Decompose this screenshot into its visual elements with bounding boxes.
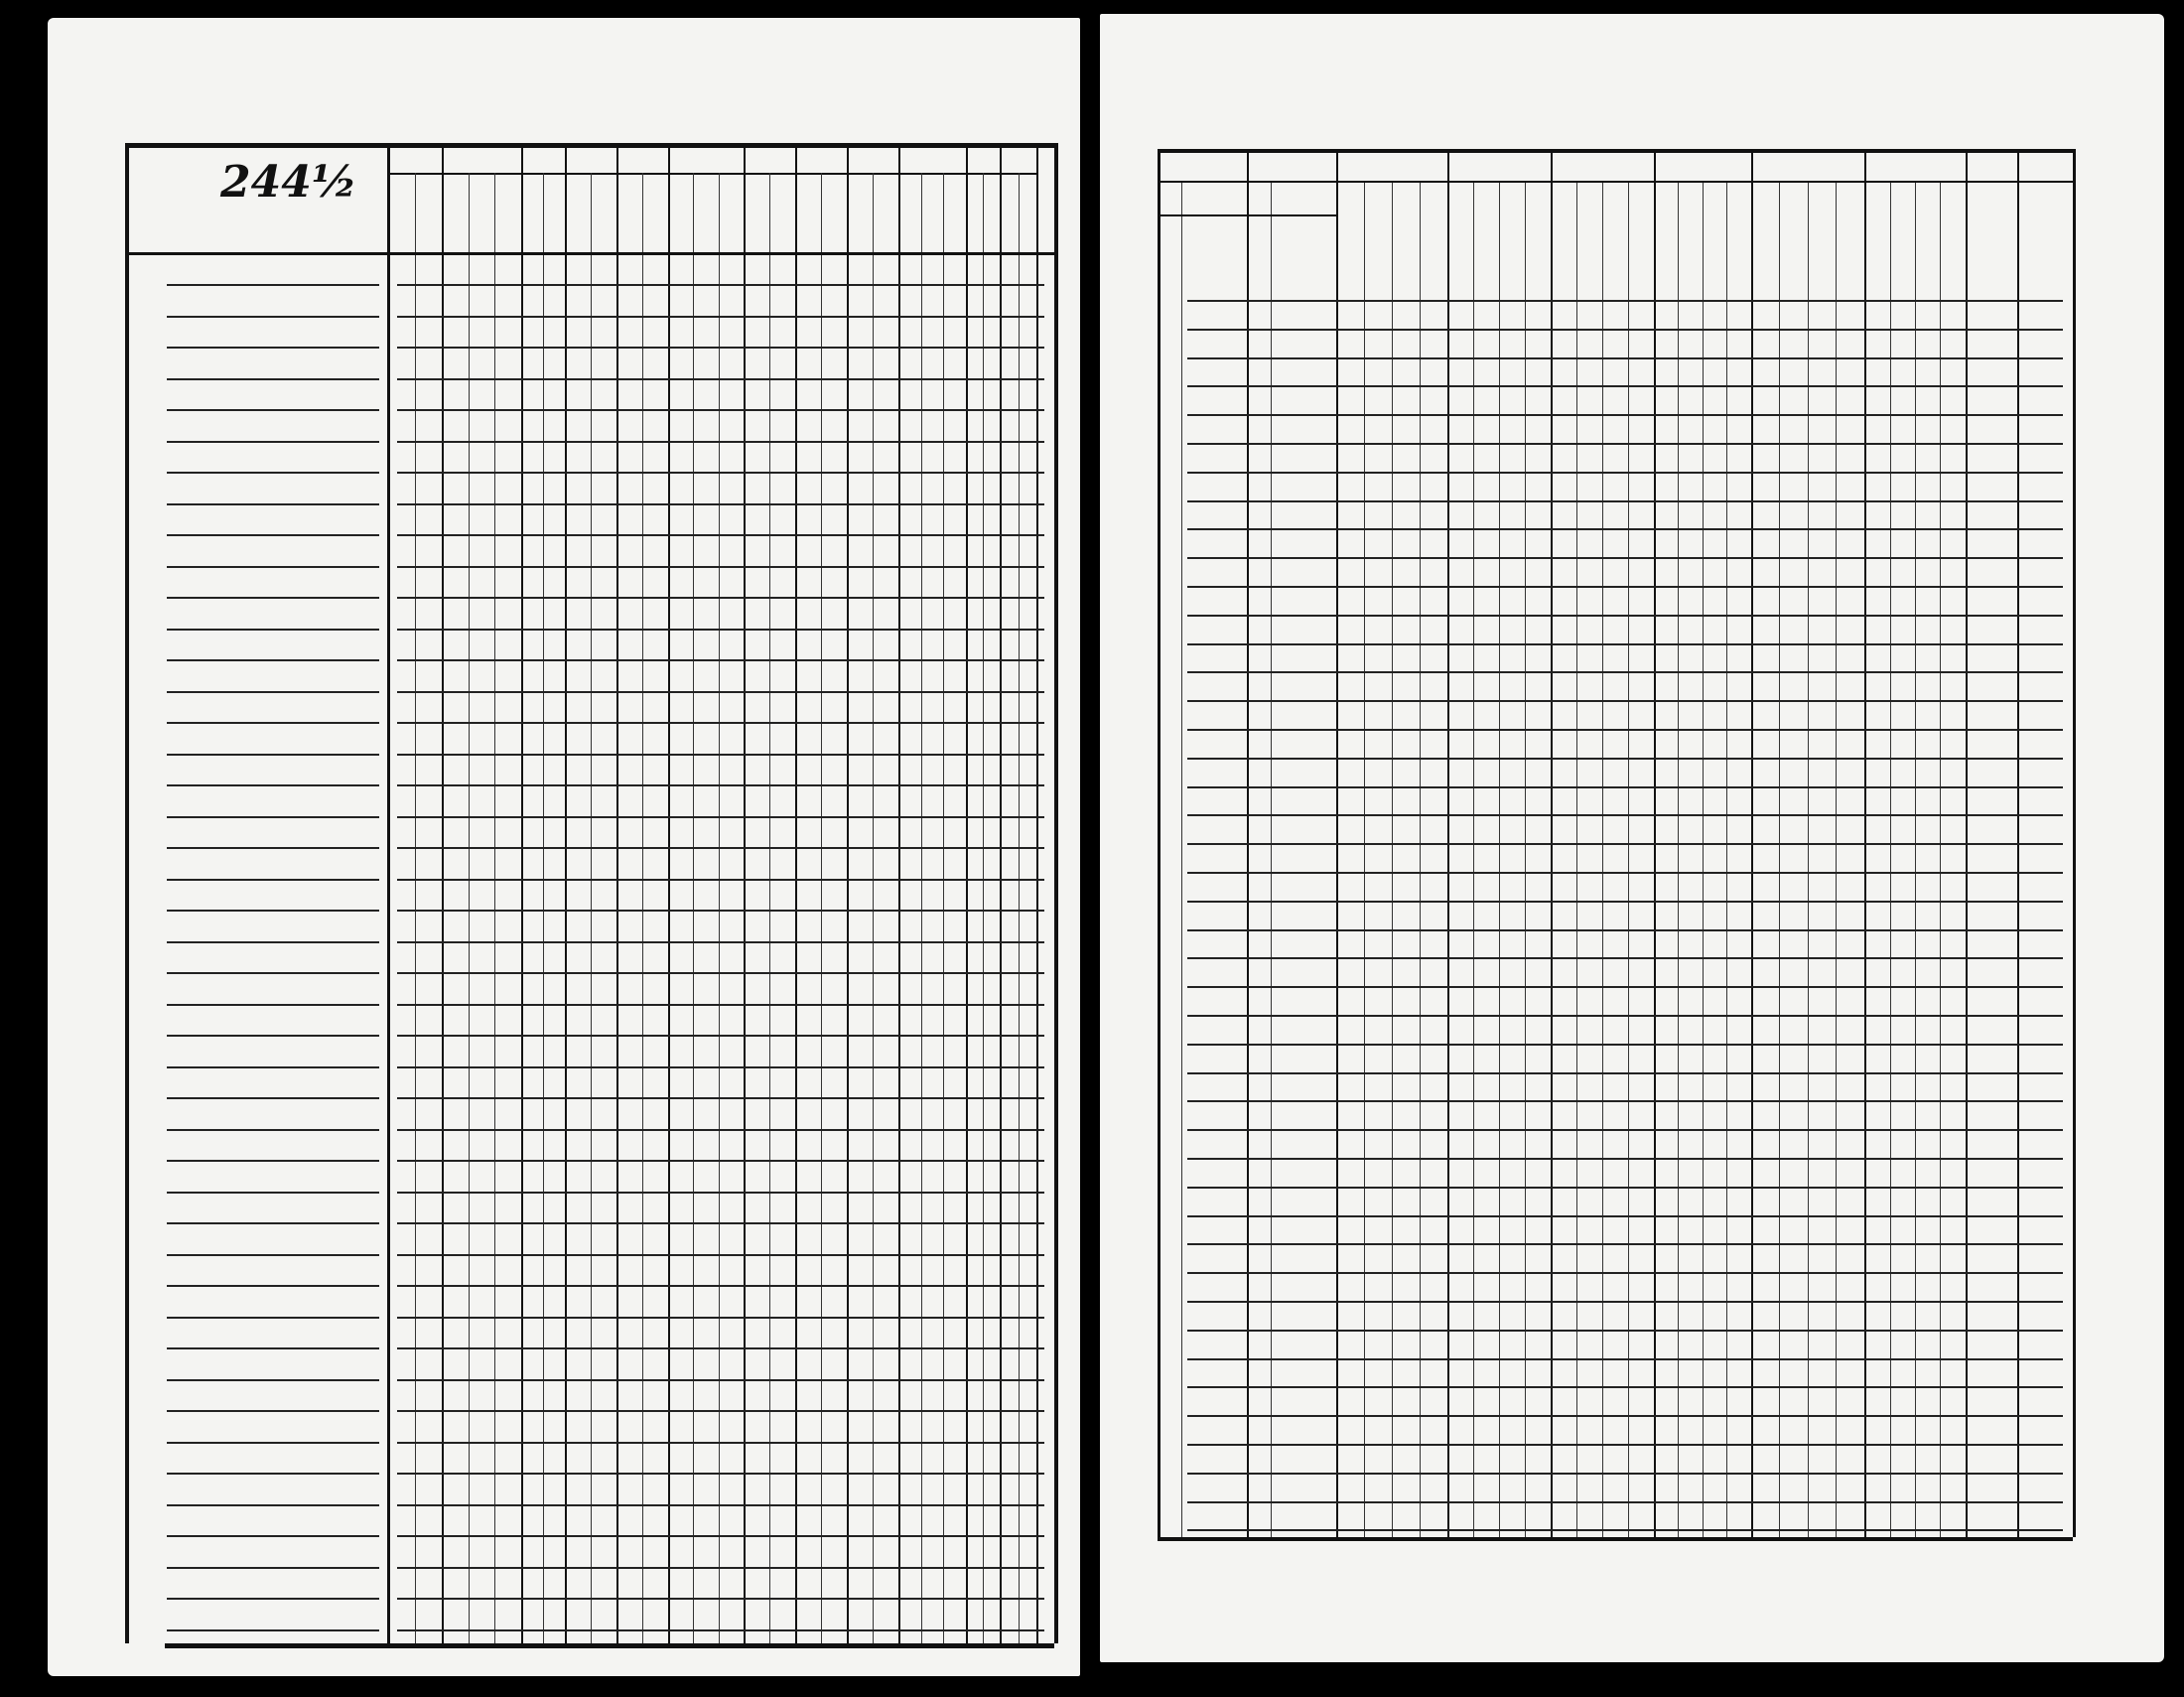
r-row-line-15 (1187, 729, 2063, 731)
name-row-line-31 (167, 1254, 379, 1256)
name-row-line-37 (167, 1442, 379, 1444)
r-row-line-39 (1187, 1415, 2063, 1417)
r-row-line-10 (1187, 586, 2063, 588)
r-row-line-9 (1187, 557, 2063, 559)
row-line-39 (397, 1504, 1044, 1506)
r-row-line-11 (1187, 615, 2063, 617)
name-row-line-6 (167, 472, 379, 474)
page-number: 244½ (220, 157, 357, 208)
name-row-line-33 (167, 1317, 379, 1319)
r-row-line-12 (1187, 643, 2063, 645)
row-line-0 (397, 284, 1044, 286)
r-row-line-18 (1187, 814, 2063, 816)
name-row-line-23 (167, 1004, 379, 1006)
name-row-line-43 (167, 1629, 379, 1631)
frame-top (125, 143, 1054, 148)
r-row-line-27 (1187, 1072, 2063, 1074)
header-underline-5 (668, 173, 744, 175)
row-line-35 (397, 1379, 1044, 1381)
r-frame-left (1158, 149, 1160, 1537)
r-row-line-1 (1187, 329, 2063, 331)
name-row-line-40 (167, 1535, 379, 1537)
row-line-43 (397, 1629, 1044, 1631)
name-row-line-41 (167, 1567, 379, 1569)
r-row-line-7 (1187, 500, 2063, 502)
row-line-3 (397, 378, 1044, 380)
group-divider-4 (668, 143, 670, 1643)
subcolumn-divider-8 (769, 173, 770, 1643)
row-line-37 (397, 1442, 1044, 1444)
r-row-line-25 (1187, 1015, 2063, 1017)
subcolumn-divider-1 (469, 173, 470, 1643)
header-underline-9 (898, 173, 966, 175)
name-row-line-9 (167, 566, 379, 568)
row-line-23 (397, 1004, 1044, 1006)
name-row-line-42 (167, 1598, 379, 1600)
name-row-line-20 (167, 910, 379, 912)
name-row-line-5 (167, 441, 379, 443)
name-column-divider (387, 143, 390, 1643)
r-row-line-26 (1187, 1044, 2063, 1046)
r-frame-top (1158, 149, 2073, 153)
r-row-line-33 (1187, 1243, 2063, 1245)
r-row-line-13 (1187, 671, 2063, 673)
name-row-line-26 (167, 1097, 379, 1099)
name-row-line-28 (167, 1160, 379, 1162)
r-row-line-6 (1187, 472, 2063, 474)
name-row-line-15 (167, 754, 379, 756)
row-line-41 (397, 1567, 1044, 1569)
row-line-9 (397, 566, 1044, 568)
group-divider-6 (795, 143, 797, 1643)
row-line-4 (397, 409, 1044, 411)
row-line-12 (397, 659, 1044, 661)
r-row-line-21 (1187, 901, 2063, 903)
r-row-line-30 (1187, 1158, 2063, 1160)
name-row-line-19 (167, 879, 379, 881)
row-line-40 (397, 1535, 1044, 1537)
name-row-line-39 (167, 1504, 379, 1506)
r-subheader-underline (1158, 214, 1336, 216)
r-row-line-8 (1187, 528, 2063, 530)
name-row-line-2 (167, 347, 379, 349)
name-row-line-16 (167, 784, 379, 786)
name-row-line-8 (167, 534, 379, 536)
row-line-15 (397, 754, 1044, 756)
row-line-2 (397, 347, 1044, 349)
r-row-line-23 (1187, 957, 2063, 959)
row-line-14 (397, 722, 1044, 724)
group-divider-10 (1000, 143, 1002, 1643)
r-row-line-31 (1187, 1187, 2063, 1189)
row-line-16 (397, 784, 1044, 786)
r-row-line-35 (1187, 1301, 2063, 1303)
r-row-line-41 (1187, 1473, 2063, 1475)
name-row-line-30 (167, 1222, 379, 1224)
subcolumn-divider-14 (1019, 173, 1020, 1643)
name-row-line-4 (167, 409, 379, 411)
row-line-31 (397, 1254, 1044, 1256)
row-line-34 (397, 1347, 1044, 1349)
name-row-line-12 (167, 659, 379, 661)
name-row-line-34 (167, 1347, 379, 1349)
r-row-line-22 (1187, 929, 2063, 931)
subcolumn-divider-6 (693, 173, 694, 1643)
row-line-6 (397, 472, 1044, 474)
group-divider-0 (442, 143, 444, 1643)
r-row-line-14 (1187, 700, 2063, 702)
subcolumn-divider-7 (719, 173, 720, 1643)
row-line-7 (397, 503, 1044, 505)
group-divider-2 (565, 143, 567, 1643)
row-line-8 (397, 534, 1044, 536)
name-row-line-38 (167, 1473, 379, 1475)
row-line-22 (397, 972, 1044, 974)
r-row-line-36 (1187, 1330, 2063, 1332)
subcolumn-divider-4 (591, 173, 592, 1643)
r-row-line-32 (1187, 1215, 2063, 1217)
name-row-line-11 (167, 629, 379, 631)
r-row-line-29 (1187, 1129, 2063, 1131)
name-row-line-24 (167, 1035, 379, 1037)
row-line-30 (397, 1222, 1044, 1224)
r-row-line-16 (1187, 758, 2063, 760)
row-line-28 (397, 1160, 1044, 1162)
subcolumn-divider-13 (983, 173, 984, 1643)
subcolumn-divider-0 (415, 173, 416, 1643)
r-row-line-0 (1187, 300, 2063, 302)
r-row-line-24 (1187, 986, 2063, 988)
r-sub-divider-0-0 (1181, 183, 1182, 1537)
header-bottom-line (125, 252, 1054, 255)
frame-right (1054, 143, 1058, 1643)
r-row-line-42 (1187, 1501, 2063, 1503)
group-divider-5 (744, 143, 746, 1643)
name-row-line-17 (167, 816, 379, 818)
name-row-line-18 (167, 847, 379, 849)
row-line-25 (397, 1066, 1044, 1068)
name-row-line-7 (167, 503, 379, 505)
r-row-line-43 (1187, 1529, 2063, 1531)
r-row-line-4 (1187, 414, 2063, 416)
r-row-line-20 (1187, 872, 2063, 874)
name-row-line-0 (167, 284, 379, 286)
row-line-38 (397, 1473, 1044, 1475)
r-row-line-37 (1187, 1358, 2063, 1360)
name-row-line-14 (167, 722, 379, 724)
name-row-line-10 (167, 597, 379, 599)
group-divider-9 (966, 143, 968, 1643)
row-line-11 (397, 629, 1044, 631)
row-line-21 (397, 941, 1044, 943)
row-line-13 (397, 691, 1044, 693)
subcolumn-divider-5 (642, 173, 643, 1643)
row-line-5 (397, 441, 1044, 443)
group-divider-7 (847, 143, 849, 1643)
name-row-line-3 (167, 378, 379, 380)
r-group-divider-9 (2073, 149, 2075, 1537)
row-line-26 (397, 1097, 1044, 1099)
row-line-17 (397, 816, 1044, 818)
group-divider-1 (521, 143, 523, 1643)
row-line-10 (397, 597, 1044, 599)
row-line-32 (397, 1285, 1044, 1287)
r-row-line-3 (1187, 385, 2063, 387)
row-line-27 (397, 1129, 1044, 1131)
frame-bottom (165, 1643, 1054, 1648)
r-row-line-28 (1187, 1100, 2063, 1102)
r-row-line-5 (1187, 443, 2063, 445)
subcolumn-divider-3 (543, 173, 544, 1643)
r-row-line-17 (1187, 786, 2063, 788)
row-line-36 (397, 1410, 1044, 1412)
row-line-33 (397, 1317, 1044, 1319)
r-row-line-2 (1187, 357, 2063, 359)
name-row-line-21 (167, 941, 379, 943)
name-row-line-25 (167, 1066, 379, 1068)
group-divider-3 (616, 143, 618, 1643)
subcolumn-divider-2 (494, 173, 495, 1643)
name-row-line-35 (167, 1379, 379, 1381)
subcolumn-divider-9 (821, 173, 822, 1643)
name-row-line-32 (167, 1285, 379, 1287)
group-divider-8 (898, 143, 900, 1643)
row-line-24 (397, 1035, 1044, 1037)
row-line-18 (397, 847, 1044, 849)
frame-left (125, 143, 129, 1643)
row-line-29 (397, 1192, 1044, 1194)
name-row-line-36 (167, 1410, 379, 1412)
subcolumn-divider-10 (873, 173, 874, 1643)
row-line-19 (397, 879, 1044, 881)
subcolumn-divider-11 (921, 173, 922, 1643)
r-frame-bottom (1158, 1537, 2073, 1541)
name-row-line-13 (167, 691, 379, 693)
r-row-line-19 (1187, 843, 2063, 845)
subcolumn-divider-12 (943, 173, 944, 1643)
r-row-line-34 (1187, 1272, 2063, 1274)
r-row-line-40 (1187, 1444, 2063, 1446)
row-line-42 (397, 1598, 1044, 1600)
name-row-line-27 (167, 1129, 379, 1131)
name-row-line-1 (167, 316, 379, 318)
header-underline-1 (442, 173, 521, 175)
name-row-line-22 (167, 972, 379, 974)
name-row-line-29 (167, 1192, 379, 1194)
group-divider-11 (1036, 143, 1038, 1643)
r-header-underline (1158, 181, 2073, 183)
row-line-20 (397, 910, 1044, 912)
r-row-line-38 (1187, 1386, 2063, 1388)
row-line-1 (397, 316, 1044, 318)
